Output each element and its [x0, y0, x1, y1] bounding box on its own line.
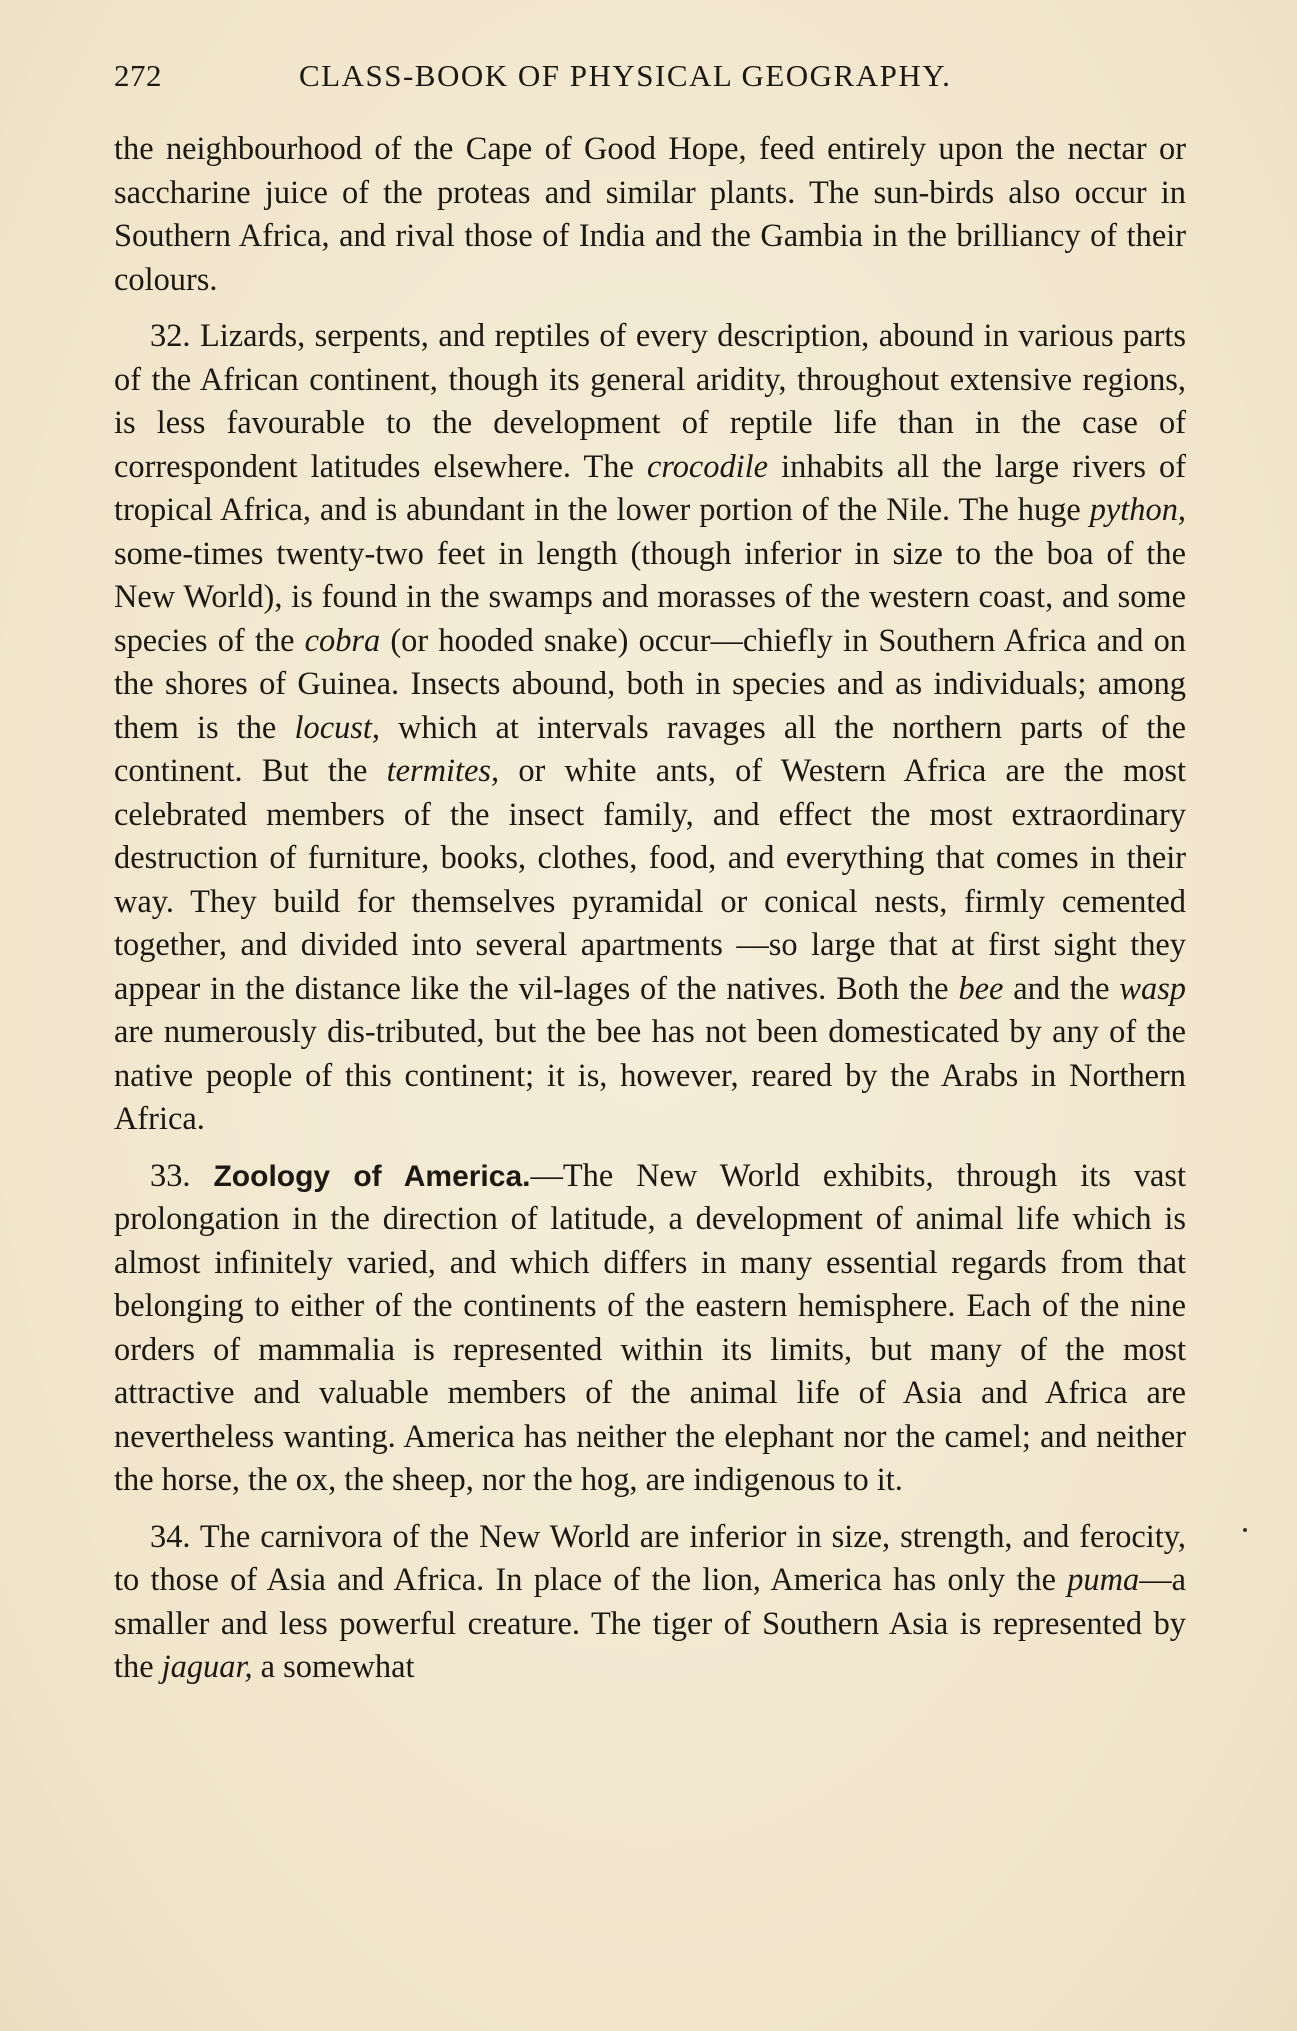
italic-term: crocodile: [646, 448, 769, 485]
text-run: —The New World exhibits, through its vast prolongation in the direction of latitude, a development of animal life which is almost infinitely varied, and which differs in many essential regards from that belonging to either of the continents of the eastern hemisphere. Each of the nine orders of mammalia is represented within its limits, but many of the most attractive and valuable members of the animal life of Asia and Africa are nevertheless wanting. America has neither the elephant nor the camel; and neither the horse, the ox, the sheep, nor the hog, are indigenous to it.: [114, 1157, 1186, 1498]
running-title: CLASS-BOOK OF PHYSICAL GEOGRAPHY.: [299, 58, 952, 93]
text-run: or white ants, of Western Africa are the most celebrated members of the insect family, and effect the most extraordinary destruction of furniture, books, clothes, food, and everything that comes in their way. They build for themselves pyramidal or conical nests, firmly cemented together, and divided into several apartments —so large that at first sight they appear in the distance like the vil-lages of the natives. Both the: [114, 753, 1187, 1007]
text-run: are numerously dis-tributed, but the bee has not been domesticated by any of the native people of this continent; it is, however, reared by the Arabs in Northern Africa.: [114, 1014, 1186, 1137]
text-run: —a smaller and less powerful creature. The tiger of Southern Asia is represented by the: [114, 1562, 1186, 1685]
paragraph-33-zoology-of-america: [114, 1155, 1186, 1503]
text-run: inhabits all the large rivers of tropical Africa, and is abundant in the lower portion of the Nile. The huge: [114, 448, 1186, 528]
text-run: 32. Lizards, serpents, and reptiles of every description, abound in various parts of the African continent, though its general aridity, throughout extensive regions, is less favourable to the development of reptile life than in the case of correspondent latitudes elsewhere. The: [114, 318, 1186, 485]
section-heading: Zoology of America.: [213, 1159, 531, 1193]
italic-term: locust,: [294, 709, 380, 746]
italic-term: python,: [1089, 492, 1186, 528]
italic-term: jaguar,: [161, 1649, 253, 1685]
italic-term: puma: [1067, 1562, 1140, 1598]
text-run: 33.: [150, 1157, 214, 1194]
text-run: some-times twenty-two feet in length (though inferior in size to the boa of the New World), is found in the swamps and morasses of the western coast, and some species of the: [114, 535, 1186, 659]
italic-term: termites,: [386, 753, 500, 789]
body-text: [114, 128, 1186, 1690]
paragraph-34-carnivora: [114, 1516, 1186, 1690]
italic-term: bee: [958, 970, 1004, 1007]
print-speck: [1243, 1528, 1247, 1532]
italic-term: cobra: [304, 622, 381, 659]
italic-term: wasp: [1119, 970, 1186, 1007]
text-run: the neighbourhood of the Cape of Good Hope, feed entirely upon the nectar or saccharine juice of the proteas and similar plants. The sun-birds also occur in Southern Africa, and rival those of India and the Gambia in the brilliancy of their colours.: [114, 131, 1186, 298]
text-run: 34. The carnivora of the New World are inferior in size, strength, and ferocity, to those of Asia and Africa. In place of the lion, America has only the: [114, 1518, 1186, 1598]
text-run: a somewhat: [252, 1649, 415, 1685]
text-run: and the: [1003, 970, 1120, 1007]
page-number: 272: [114, 58, 162, 93]
text-run: (or hooded snake) occur—chiefly in Southern Africa and on the shores of Guinea. Insects abound, both in species and as individuals; among them is the: [114, 622, 1186, 746]
page-header: [114, 58, 1184, 98]
paragraph-sunbirds: [114, 128, 1186, 302]
paragraph-32-reptiles-insects: [114, 315, 1186, 1142]
text-run: which at intervals ravages all the northern parts of the continent. But the: [114, 709, 1186, 789]
